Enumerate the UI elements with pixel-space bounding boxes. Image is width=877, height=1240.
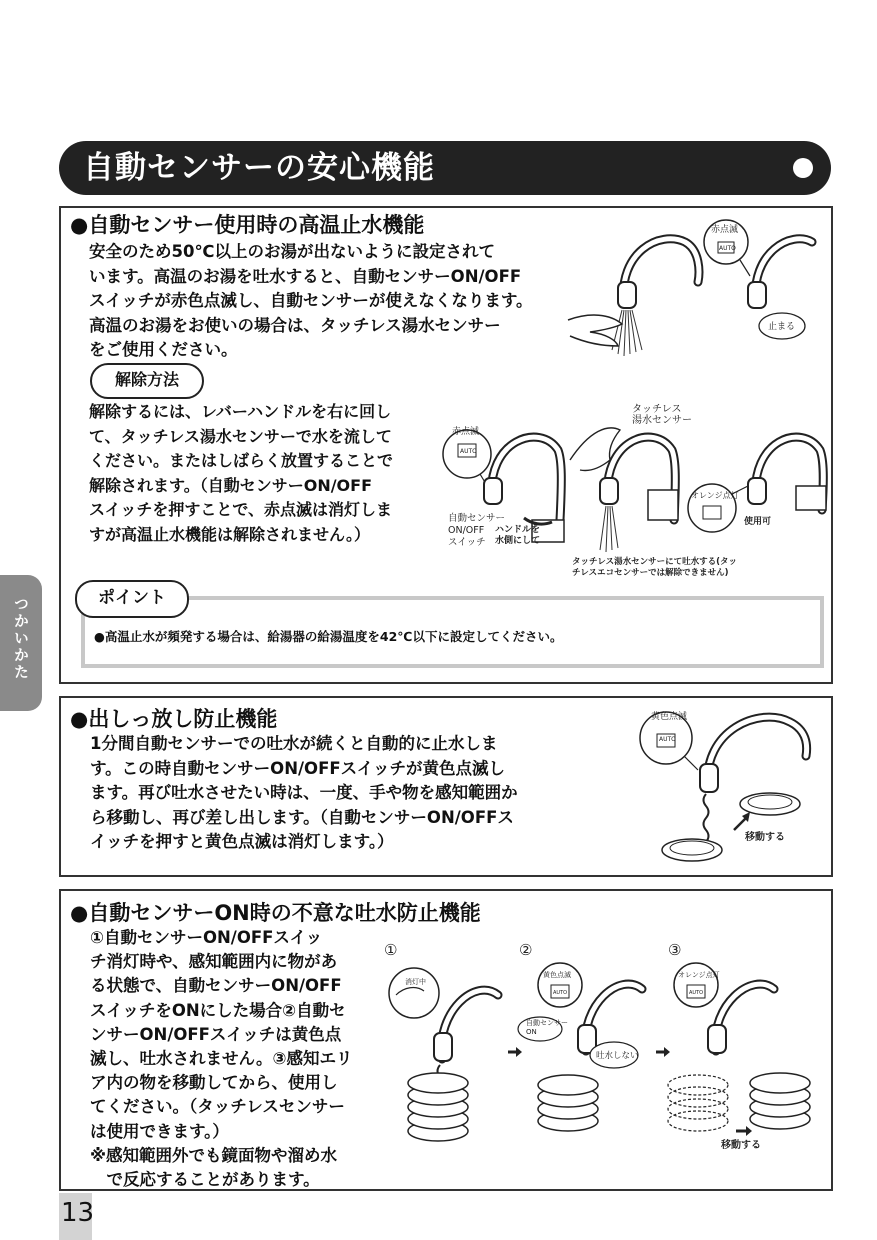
text-line: ON: [526, 1028, 537, 1036]
text-line: スイッチ: [448, 537, 486, 548]
text-line: 安全のため50℃以上のお湯が出ないように設定されて: [89, 242, 495, 261]
text-line: 水側にして: [495, 536, 541, 546]
text-line: います。高温のお湯を吐水すると、自動センサーON/OFF: [89, 266, 522, 286]
no-water-label: 吐水しない: [596, 1051, 639, 1061]
text-line: をご使用ください。: [89, 340, 238, 359]
text-line: ハンドルを: [495, 525, 541, 535]
text-line: す。この時自動センサーON/OFFスイッチが黄色点滅し: [90, 758, 505, 778]
step-1-marker: ①: [384, 941, 398, 959]
text-line: スイッチを押すことで、赤点滅は消灯しま: [89, 500, 393, 519]
auto-switch-icon: AUTO: [553, 990, 568, 996]
text-line: チ消灯時や、感知範囲内に物があ: [90, 952, 338, 972]
text-line: ※感知範囲外でも鏡面物や溜め水: [90, 1145, 338, 1165]
release-body: [89, 400, 393, 547]
text-line: ください。またはしばらく放置することで: [89, 451, 394, 470]
red-blink-label: 赤点滅: [711, 225, 739, 235]
step-3-marker: ③: [668, 941, 682, 959]
text-line: イッチを押すと黄色点滅は消灯します。）: [90, 832, 394, 851]
faucet-illustration-stop: [560, 212, 820, 362]
section2-heading: ●出しっ放し防止機能: [70, 707, 278, 731]
text-line: 高温のお湯をお使いの場合は、タッチレス湯水センサー: [89, 315, 501, 335]
text-line: ンサーON/OFFスイッチは黄色点: [90, 1024, 342, 1044]
point-text: ●高温止水が頻発する場合は、給湯器の給湯温度を42℃以下に設定してください。: [94, 629, 563, 644]
section3-body: [90, 926, 352, 1192]
text-line: てください。（タッチレスセンサー: [90, 1097, 345, 1117]
section1-body: [89, 240, 533, 363]
move-label-2: 移動する: [721, 1140, 761, 1151]
text-line: 湯水センサー: [632, 415, 692, 426]
text-line: は使用できます。）: [90, 1121, 229, 1141]
text-line: チレスエコセンサーでは解除できません): [572, 568, 729, 578]
move-label: 移動する: [745, 832, 785, 843]
text-line: ア内の物を移動してから、使用し: [90, 1073, 338, 1093]
text-line: ON/OFF: [448, 525, 485, 536]
flow-prevention-illustration: [630, 700, 825, 870]
release-method-label: 解除方法: [90, 363, 204, 399]
text-line: 自動センサー: [526, 1019, 568, 1027]
usable-label: 使用可: [744, 517, 772, 527]
text-line: すが高温止水機能は解除されません。）: [89, 524, 370, 544]
text-line: 解除されます。（自動センサーON/OFF: [89, 475, 373, 495]
text-line: ①自動センサーON/OFFスイッ: [90, 928, 323, 947]
text-line: て、タッチレス湯水センサーで水を流して: [89, 426, 392, 446]
section2-body: [90, 732, 518, 855]
side-tab-label: つかいかた: [12, 596, 30, 681]
text-line: タッチレス湯水センサーにて吐水する(タッ: [572, 557, 737, 567]
point-label: ポイント: [75, 580, 189, 618]
text-line: 解除するには、レバーハンドルを右に回し: [89, 402, 392, 421]
text-line: スイッチをONにした場合②自動セ: [90, 1000, 346, 1020]
text-line: ます。再び吐水させたい時は、一度、手や物を感知範囲か: [90, 783, 518, 802]
steps-illustration: [380, 955, 820, 1145]
handle-label: [495, 525, 540, 547]
orange-on-label: オレンジ点灯: [691, 491, 739, 500]
red-blink-label-2: 赤点滅: [452, 427, 480, 437]
sensor-label: [632, 404, 692, 426]
section1-heading: ●自動センサー使用時の高温止水機能: [70, 213, 425, 237]
page-number: 13: [61, 1198, 95, 1228]
banner-dot: [793, 158, 813, 178]
stop-label: 止まる: [768, 322, 796, 332]
section3-heading: ●自動センサーON時の不意な吐水防止機能: [70, 901, 481, 925]
text-line: 滅し、吐水されません。③感知エリ: [90, 1049, 353, 1069]
page-title: 自動センサーの安心機能: [83, 150, 435, 186]
text-line: タッチレス: [632, 404, 682, 415]
text-line: ら移動し、再び差し出します。（自動センサーON/OFFス: [90, 807, 514, 827]
step-2-marker: ②: [519, 941, 533, 959]
text-line: 自動センサー: [448, 513, 506, 524]
auto-switch-icon: AUTO: [689, 990, 704, 996]
auto-switch-icon: AUTO: [719, 245, 736, 252]
orange-on-label-2: オレンジ点灯: [678, 971, 720, 979]
yellow-blink-label-2: 黄色点滅: [543, 971, 571, 979]
auto-switch-icon: AUTO: [460, 448, 477, 455]
release-illustration: [440, 400, 830, 580]
yellow-blink-label: 黄色点滅: [651, 712, 688, 722]
text-line: で反応することがあります。: [90, 1170, 320, 1190]
release-caption: [572, 557, 737, 579]
sensor-on-label: [526, 1019, 568, 1037]
off-label: 消灯中: [405, 978, 426, 986]
text-line: スイッチが赤色点滅し、自動センサーが使えなくなります。: [89, 291, 533, 310]
text-line: る状態で、自動センサーON/OFF: [90, 976, 342, 996]
auto-switch-icon: AUTO: [659, 736, 676, 743]
text-line: 1分間自動センサーでの吐水が続くと自動的に止水しま: [90, 734, 498, 753]
